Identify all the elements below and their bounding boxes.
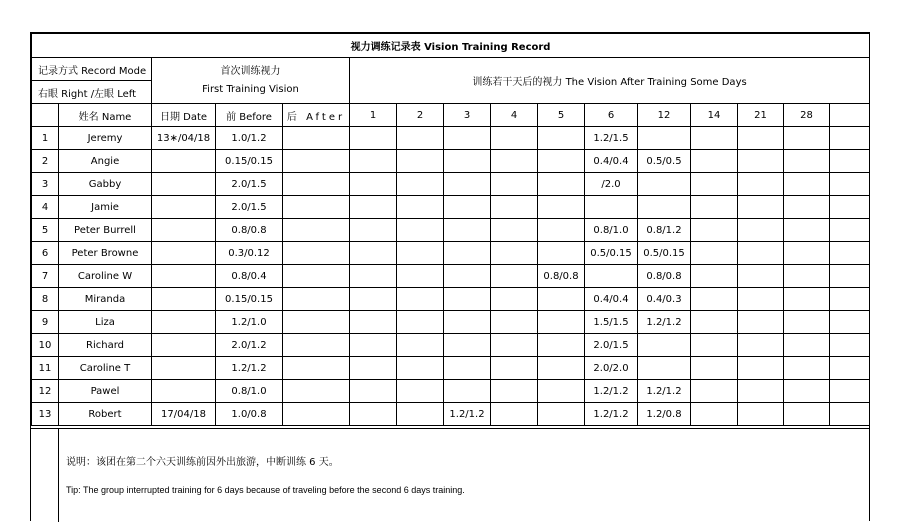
day-value-cell xyxy=(691,219,738,242)
table-row xyxy=(32,357,870,380)
eye-mode-label: 右眼 Right /左眼 Left xyxy=(32,81,152,104)
table-row xyxy=(32,380,870,403)
day-value-cell xyxy=(738,150,784,173)
day-value-cell xyxy=(784,357,830,380)
day-value-cell xyxy=(691,196,738,219)
day-value-cell xyxy=(397,311,444,334)
row-number-cell: 10 xyxy=(32,334,59,357)
col-day-header: 21 xyxy=(738,104,784,127)
day-value-cell xyxy=(784,150,830,173)
day-value-cell: 0.8/1.0 xyxy=(585,219,638,242)
day-value-cell xyxy=(350,173,397,196)
day-value-cell xyxy=(738,242,784,265)
day-value-cell xyxy=(691,288,738,311)
notes-section xyxy=(31,428,869,522)
name-cell: Liza xyxy=(59,311,152,334)
day-value-cell: 2.0/2.0 xyxy=(585,357,638,380)
after-cell xyxy=(283,173,350,196)
col-day-header: 28 xyxy=(784,104,830,127)
day-value-cell xyxy=(350,357,397,380)
row-number-cell: 6 xyxy=(32,242,59,265)
day-value-cell xyxy=(738,127,784,150)
day-value-cell xyxy=(350,219,397,242)
day-value-cell xyxy=(491,334,538,357)
day-value-cell xyxy=(738,265,784,288)
date-cell: 13∗/04/18 xyxy=(152,127,216,150)
day-value-cell xyxy=(638,357,691,380)
after-cell xyxy=(283,265,350,288)
day-value-cell xyxy=(784,334,830,357)
date-cell: 17/04/18 xyxy=(152,403,216,426)
day-value-cell xyxy=(397,173,444,196)
row-number-cell: 8 xyxy=(32,288,59,311)
day-value-cell xyxy=(830,380,870,403)
day-value-cell xyxy=(691,403,738,426)
col-before-header: 前 Before xyxy=(216,104,283,127)
table-row xyxy=(32,288,870,311)
day-value-cell xyxy=(491,196,538,219)
day-value-cell xyxy=(738,219,784,242)
name-cell: Jeremy xyxy=(59,127,152,150)
day-value-cell: 0.5/0.15 xyxy=(638,242,691,265)
col-day-header: 2 xyxy=(397,104,444,127)
day-value-cell xyxy=(638,127,691,150)
row-number-cell: 13 xyxy=(32,403,59,426)
day-value-cell xyxy=(444,150,491,173)
date-cell xyxy=(152,288,216,311)
day-value-cell xyxy=(691,265,738,288)
day-value-cell xyxy=(830,311,870,334)
row-number-cell: 12 xyxy=(32,380,59,403)
day-value-cell xyxy=(738,380,784,403)
day-value-cell xyxy=(538,357,585,380)
day-value-cell xyxy=(691,357,738,380)
day-value-cell: 1.2/1.2 xyxy=(638,380,691,403)
day-value-cell: 1.2/1.2 xyxy=(638,311,691,334)
day-value-cell xyxy=(538,173,585,196)
date-cell xyxy=(152,219,216,242)
day-value-cell xyxy=(784,173,830,196)
day-value-cell: 1.2/1.5 xyxy=(585,127,638,150)
day-value-cell xyxy=(585,265,638,288)
col-day-header: 4 xyxy=(491,104,538,127)
name-cell: Peter Burrell xyxy=(59,219,152,242)
table-row xyxy=(32,403,870,426)
day-value-cell xyxy=(350,380,397,403)
day-value-cell xyxy=(784,265,830,288)
day-value-cell xyxy=(638,334,691,357)
name-cell: Gabby xyxy=(59,173,152,196)
day-value-cell xyxy=(350,150,397,173)
day-value-cell: 0.8/1.2 xyxy=(638,219,691,242)
day-value-cell xyxy=(444,173,491,196)
day-value-cell xyxy=(691,150,738,173)
before-cell: 2.0/1.5 xyxy=(216,173,283,196)
row-number-cell: 11 xyxy=(32,357,59,380)
record-mode-label: 记录方式 Record Mode xyxy=(32,58,152,81)
day-value-cell xyxy=(397,380,444,403)
day-value-cell xyxy=(491,219,538,242)
day-value-cell xyxy=(397,127,444,150)
col-date-header: 日期 Date xyxy=(152,104,216,127)
first-vision-en: First Training Vision xyxy=(202,83,299,95)
after-cell xyxy=(283,380,350,403)
before-cell: 0.8/1.0 xyxy=(216,380,283,403)
day-value-cell xyxy=(738,196,784,219)
date-cell xyxy=(152,173,216,196)
day-value-cell xyxy=(638,173,691,196)
before-cell: 0.15/0.15 xyxy=(216,288,283,311)
row-number-cell: 7 xyxy=(32,265,59,288)
day-value-cell xyxy=(538,127,585,150)
day-value-cell: /2.0 xyxy=(585,173,638,196)
day-value-cell xyxy=(691,311,738,334)
col-day-header: 3 xyxy=(444,104,491,127)
table-row xyxy=(32,219,870,242)
name-cell: Pawel xyxy=(59,380,152,403)
after-cell xyxy=(283,288,350,311)
col-name-header: 姓名 Name xyxy=(59,104,152,127)
day-value-cell xyxy=(830,288,870,311)
day-value-cell xyxy=(538,150,585,173)
day-value-cell: 1.2/1.2 xyxy=(444,403,491,426)
day-value-cell xyxy=(738,357,784,380)
name-cell: Jamie xyxy=(59,196,152,219)
day-value-cell xyxy=(491,242,538,265)
day-value-cell xyxy=(491,173,538,196)
name-cell: Robert xyxy=(59,403,152,426)
row-number-cell: 2 xyxy=(32,150,59,173)
date-cell xyxy=(152,357,216,380)
day-value-cell: 0.8/0.8 xyxy=(538,265,585,288)
col-day-header: 6 xyxy=(585,104,638,127)
name-cell: Caroline T xyxy=(59,357,152,380)
before-cell: 1.2/1.2 xyxy=(216,357,283,380)
day-value-cell xyxy=(691,380,738,403)
col-number-header xyxy=(32,104,59,127)
date-cell xyxy=(152,311,216,334)
day-value-cell: 1.2/1.2 xyxy=(585,403,638,426)
day-value-cell: 0.4/0.3 xyxy=(638,288,691,311)
day-value-cell xyxy=(350,403,397,426)
day-value-cell xyxy=(830,334,870,357)
row-number-cell: 5 xyxy=(32,219,59,242)
day-value-cell xyxy=(397,403,444,426)
after-cell xyxy=(283,334,350,357)
day-value-cell xyxy=(538,403,585,426)
after-cell xyxy=(283,242,350,265)
day-value-cell xyxy=(738,288,784,311)
note-english: Tip: The group interrupted training for 6 days because of traveling before the second 6 days training. xyxy=(66,485,465,495)
date-cell xyxy=(152,196,216,219)
name-cell: Angie xyxy=(59,150,152,173)
day-value-cell xyxy=(444,265,491,288)
day-value-cell xyxy=(638,196,691,219)
day-value-cell xyxy=(444,288,491,311)
day-value-cell xyxy=(538,196,585,219)
day-value-cell xyxy=(691,127,738,150)
day-value-cell xyxy=(444,334,491,357)
day-value-cell xyxy=(444,127,491,150)
day-value-cell xyxy=(444,219,491,242)
day-value-cell xyxy=(350,265,397,288)
day-value-cell xyxy=(830,150,870,173)
first-vision-cn: 首次训练视力 xyxy=(220,65,281,77)
after-cell xyxy=(283,196,350,219)
day-value-cell xyxy=(784,403,830,426)
table-row xyxy=(32,265,870,288)
before-cell: 0.15/0.15 xyxy=(216,150,283,173)
table-row xyxy=(32,127,870,150)
day-value-cell xyxy=(397,265,444,288)
before-cell: 0.8/0.4 xyxy=(216,265,283,288)
day-value-cell xyxy=(691,242,738,265)
name-cell: Peter Browne xyxy=(59,242,152,265)
day-value-cell xyxy=(538,288,585,311)
before-cell: 1.2/1.0 xyxy=(216,311,283,334)
day-value-cell xyxy=(491,127,538,150)
notes-gutter-line xyxy=(58,429,59,522)
first-training-vision-header xyxy=(152,58,350,104)
day-value-cell xyxy=(738,173,784,196)
day-value-cell xyxy=(491,311,538,334)
day-value-cell xyxy=(350,242,397,265)
table-row xyxy=(32,242,870,265)
day-value-cell xyxy=(350,311,397,334)
day-value-cell xyxy=(538,219,585,242)
day-value-cell xyxy=(444,242,491,265)
col-day-header: 5 xyxy=(538,104,585,127)
day-value-cell xyxy=(444,196,491,219)
day-value-cell xyxy=(397,357,444,380)
before-cell: 1.0/1.2 xyxy=(216,127,283,150)
day-value-cell: 1.2/1.2 xyxy=(585,380,638,403)
date-cell xyxy=(152,242,216,265)
day-value-cell xyxy=(830,242,870,265)
day-value-cell xyxy=(585,196,638,219)
day-value-cell xyxy=(491,403,538,426)
col-after-header: 后 After xyxy=(283,104,350,127)
day-value-cell: 2.0/1.5 xyxy=(585,334,638,357)
day-value-cell xyxy=(784,288,830,311)
day-value-cell xyxy=(784,242,830,265)
col-day-header: 12 xyxy=(638,104,691,127)
after-cell xyxy=(283,357,350,380)
vision-training-sheet xyxy=(30,32,870,521)
day-value-cell: 0.4/0.4 xyxy=(585,288,638,311)
after-cell xyxy=(283,403,350,426)
after-training-header: 训练若干天后的视力 The Vision After Training Some Days xyxy=(350,58,870,104)
after-cell xyxy=(283,311,350,334)
day-value-cell xyxy=(830,265,870,288)
day-value-cell xyxy=(444,311,491,334)
day-value-cell xyxy=(830,357,870,380)
day-value-cell xyxy=(538,334,585,357)
day-value-cell xyxy=(830,219,870,242)
day-value-cell xyxy=(491,288,538,311)
col-day-header: 14 xyxy=(691,104,738,127)
day-value-cell xyxy=(444,357,491,380)
row-number-cell: 4 xyxy=(32,196,59,219)
day-value-cell: 0.5/0.15 xyxy=(585,242,638,265)
day-value-cell xyxy=(397,196,444,219)
day-value-cell xyxy=(491,357,538,380)
day-value-cell xyxy=(784,219,830,242)
day-value-cell xyxy=(738,334,784,357)
day-value-cell xyxy=(830,127,870,150)
day-value-cell xyxy=(350,334,397,357)
day-value-cell xyxy=(491,265,538,288)
table-row xyxy=(32,196,870,219)
name-cell: Miranda xyxy=(59,288,152,311)
day-value-cell: 0.4/0.4 xyxy=(585,150,638,173)
after-cell xyxy=(283,150,350,173)
day-value-cell xyxy=(830,173,870,196)
row-number-cell: 9 xyxy=(32,311,59,334)
before-cell: 0.3/0.12 xyxy=(216,242,283,265)
day-value-cell xyxy=(491,380,538,403)
day-value-cell xyxy=(397,242,444,265)
col-day-header: 1 xyxy=(350,104,397,127)
before-cell: 1.0/0.8 xyxy=(216,403,283,426)
table-row xyxy=(32,150,870,173)
day-value-cell xyxy=(350,288,397,311)
table-row xyxy=(32,311,870,334)
name-cell: Richard xyxy=(59,334,152,357)
after-cell xyxy=(283,127,350,150)
date-cell xyxy=(152,334,216,357)
before-cell: 2.0/1.2 xyxy=(216,334,283,357)
date-cell xyxy=(152,380,216,403)
table-row xyxy=(32,173,870,196)
table-row xyxy=(32,334,870,357)
day-value-cell: 0.8/0.8 xyxy=(638,265,691,288)
vision-record-table xyxy=(31,33,870,426)
day-value-cell xyxy=(397,334,444,357)
day-value-cell: 1.5/1.5 xyxy=(585,311,638,334)
before-cell: 0.8/0.8 xyxy=(216,219,283,242)
day-value-cell xyxy=(784,380,830,403)
day-value-cell xyxy=(830,196,870,219)
row-number-cell: 1 xyxy=(32,127,59,150)
day-value-cell xyxy=(784,311,830,334)
day-value-cell xyxy=(738,311,784,334)
name-cell: Caroline W xyxy=(59,265,152,288)
day-value-cell xyxy=(691,334,738,357)
before-cell: 2.0/1.5 xyxy=(216,196,283,219)
day-value-cell xyxy=(397,150,444,173)
day-value-cell: 1.2/0.8 xyxy=(638,403,691,426)
date-cell xyxy=(152,150,216,173)
date-cell xyxy=(152,265,216,288)
day-value-cell xyxy=(784,196,830,219)
sheet-title: 视力调练记录表 Vision Training Record xyxy=(32,34,870,58)
day-value-cell xyxy=(397,288,444,311)
day-value-cell xyxy=(538,311,585,334)
day-value-cell xyxy=(350,196,397,219)
col-day-header xyxy=(830,104,870,127)
after-cell xyxy=(283,219,350,242)
note-chinese: 说明：该团在第二个六天训练前因外出旅游，中断训练 6 天。 xyxy=(66,457,339,468)
day-value-cell xyxy=(691,173,738,196)
day-value-cell xyxy=(538,242,585,265)
day-value-cell xyxy=(538,380,585,403)
day-value-cell xyxy=(738,403,784,426)
day-value-cell xyxy=(830,403,870,426)
day-value-cell: 0.5/0.5 xyxy=(638,150,691,173)
day-value-cell xyxy=(350,127,397,150)
day-value-cell xyxy=(491,150,538,173)
day-value-cell xyxy=(784,127,830,150)
day-value-cell xyxy=(444,380,491,403)
row-number-cell: 3 xyxy=(32,173,59,196)
day-value-cell xyxy=(397,219,444,242)
